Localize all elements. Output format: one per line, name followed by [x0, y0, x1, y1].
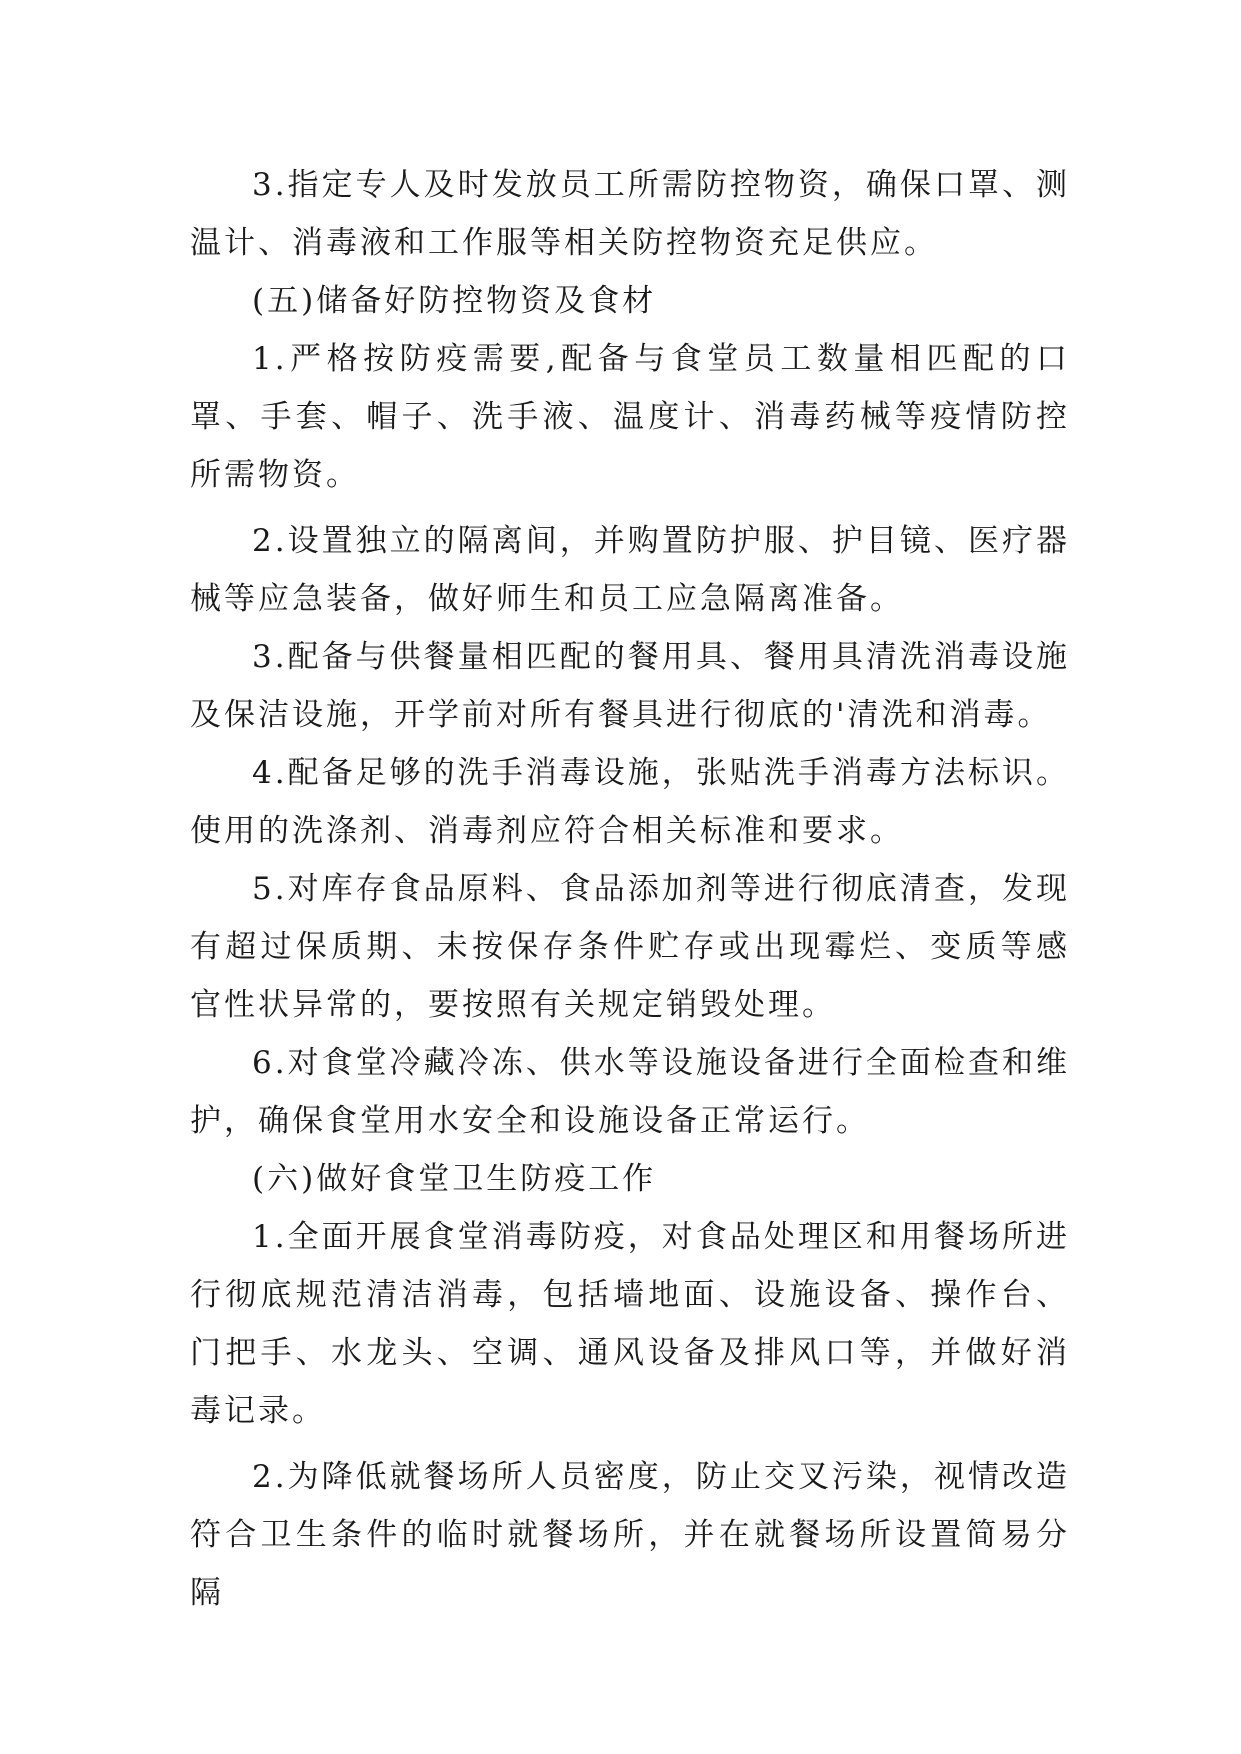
- section-heading-five: (五)储备好防控物资及食材: [252, 283, 657, 319]
- paragraph-item-2-isolation-room: 2.设置独立的隔离间，并购置防护服、护目镜、医疗器械等应急装备，做好师生和员工应急隔离准备。: [190, 523, 1070, 617]
- section-heading-six: (六)做好食堂卫生防疫工作: [252, 1161, 657, 1197]
- paragraph-item-6-equipment-check: 6.对食堂冷藏冷冻、供水等设施设备进行全面检查和维护，确保食堂用水安全和设施设备正常运行。: [190, 1045, 1070, 1139]
- paragraph-item-2-dining-density: 2.为降低就餐场所人员密度，防止交叉污染，视情改造符合卫生条件的临时就餐场所，并在就餐场所设置简易分隔: [190, 1459, 1070, 1611]
- paragraph-item-1-disinfection: 1.全面开展食堂消毒防疫，对食品处理区和用餐场所进行彻底规范清洁消毒，包括墙地面、设施设备、操作台、门把手、水龙头、空调、通风设备及排风口等，并做好消毒记录。: [190, 1219, 1070, 1429]
- paragraph-item-3-tableware: 3.配备与供餐量相匹配的餐用具、餐用具清洗消毒设施及保洁设施，开学前对所有餐具进行彻底的'清洗和消毒。: [190, 639, 1070, 733]
- paragraph-item-5-inventory-check: 5.对库存食品原料、食品添加剂等进行彻底清查，发现有超过保质期、未按保存条件贮存或出现霉烂、变质等感官性状异常的，要按照有关规定销毁处理。: [190, 871, 1070, 1023]
- document-body: [190, 156, 1070, 1622]
- paragraph-item-4-handwashing: 4.配备足够的洗手消毒设施，张贴洗手消毒方法标识。使用的洗涤剂、消毒剂应符合相关标准和要求。: [190, 755, 1070, 849]
- paragraph-item-1-ppe-stock: 1.严格按防疫需要,配备与食堂员工数量相匹配的口罩、手套、帽子、洗手液、温度计、消毒药械等疫情防控所需物资。: [190, 341, 1070, 493]
- paragraph-item-3-ppe-distribution: 3.指定专人及时发放员工所需防控物资，确保口罩、测温计、消毒液和工作服等相关防控物资充足供应。: [190, 167, 1070, 261]
